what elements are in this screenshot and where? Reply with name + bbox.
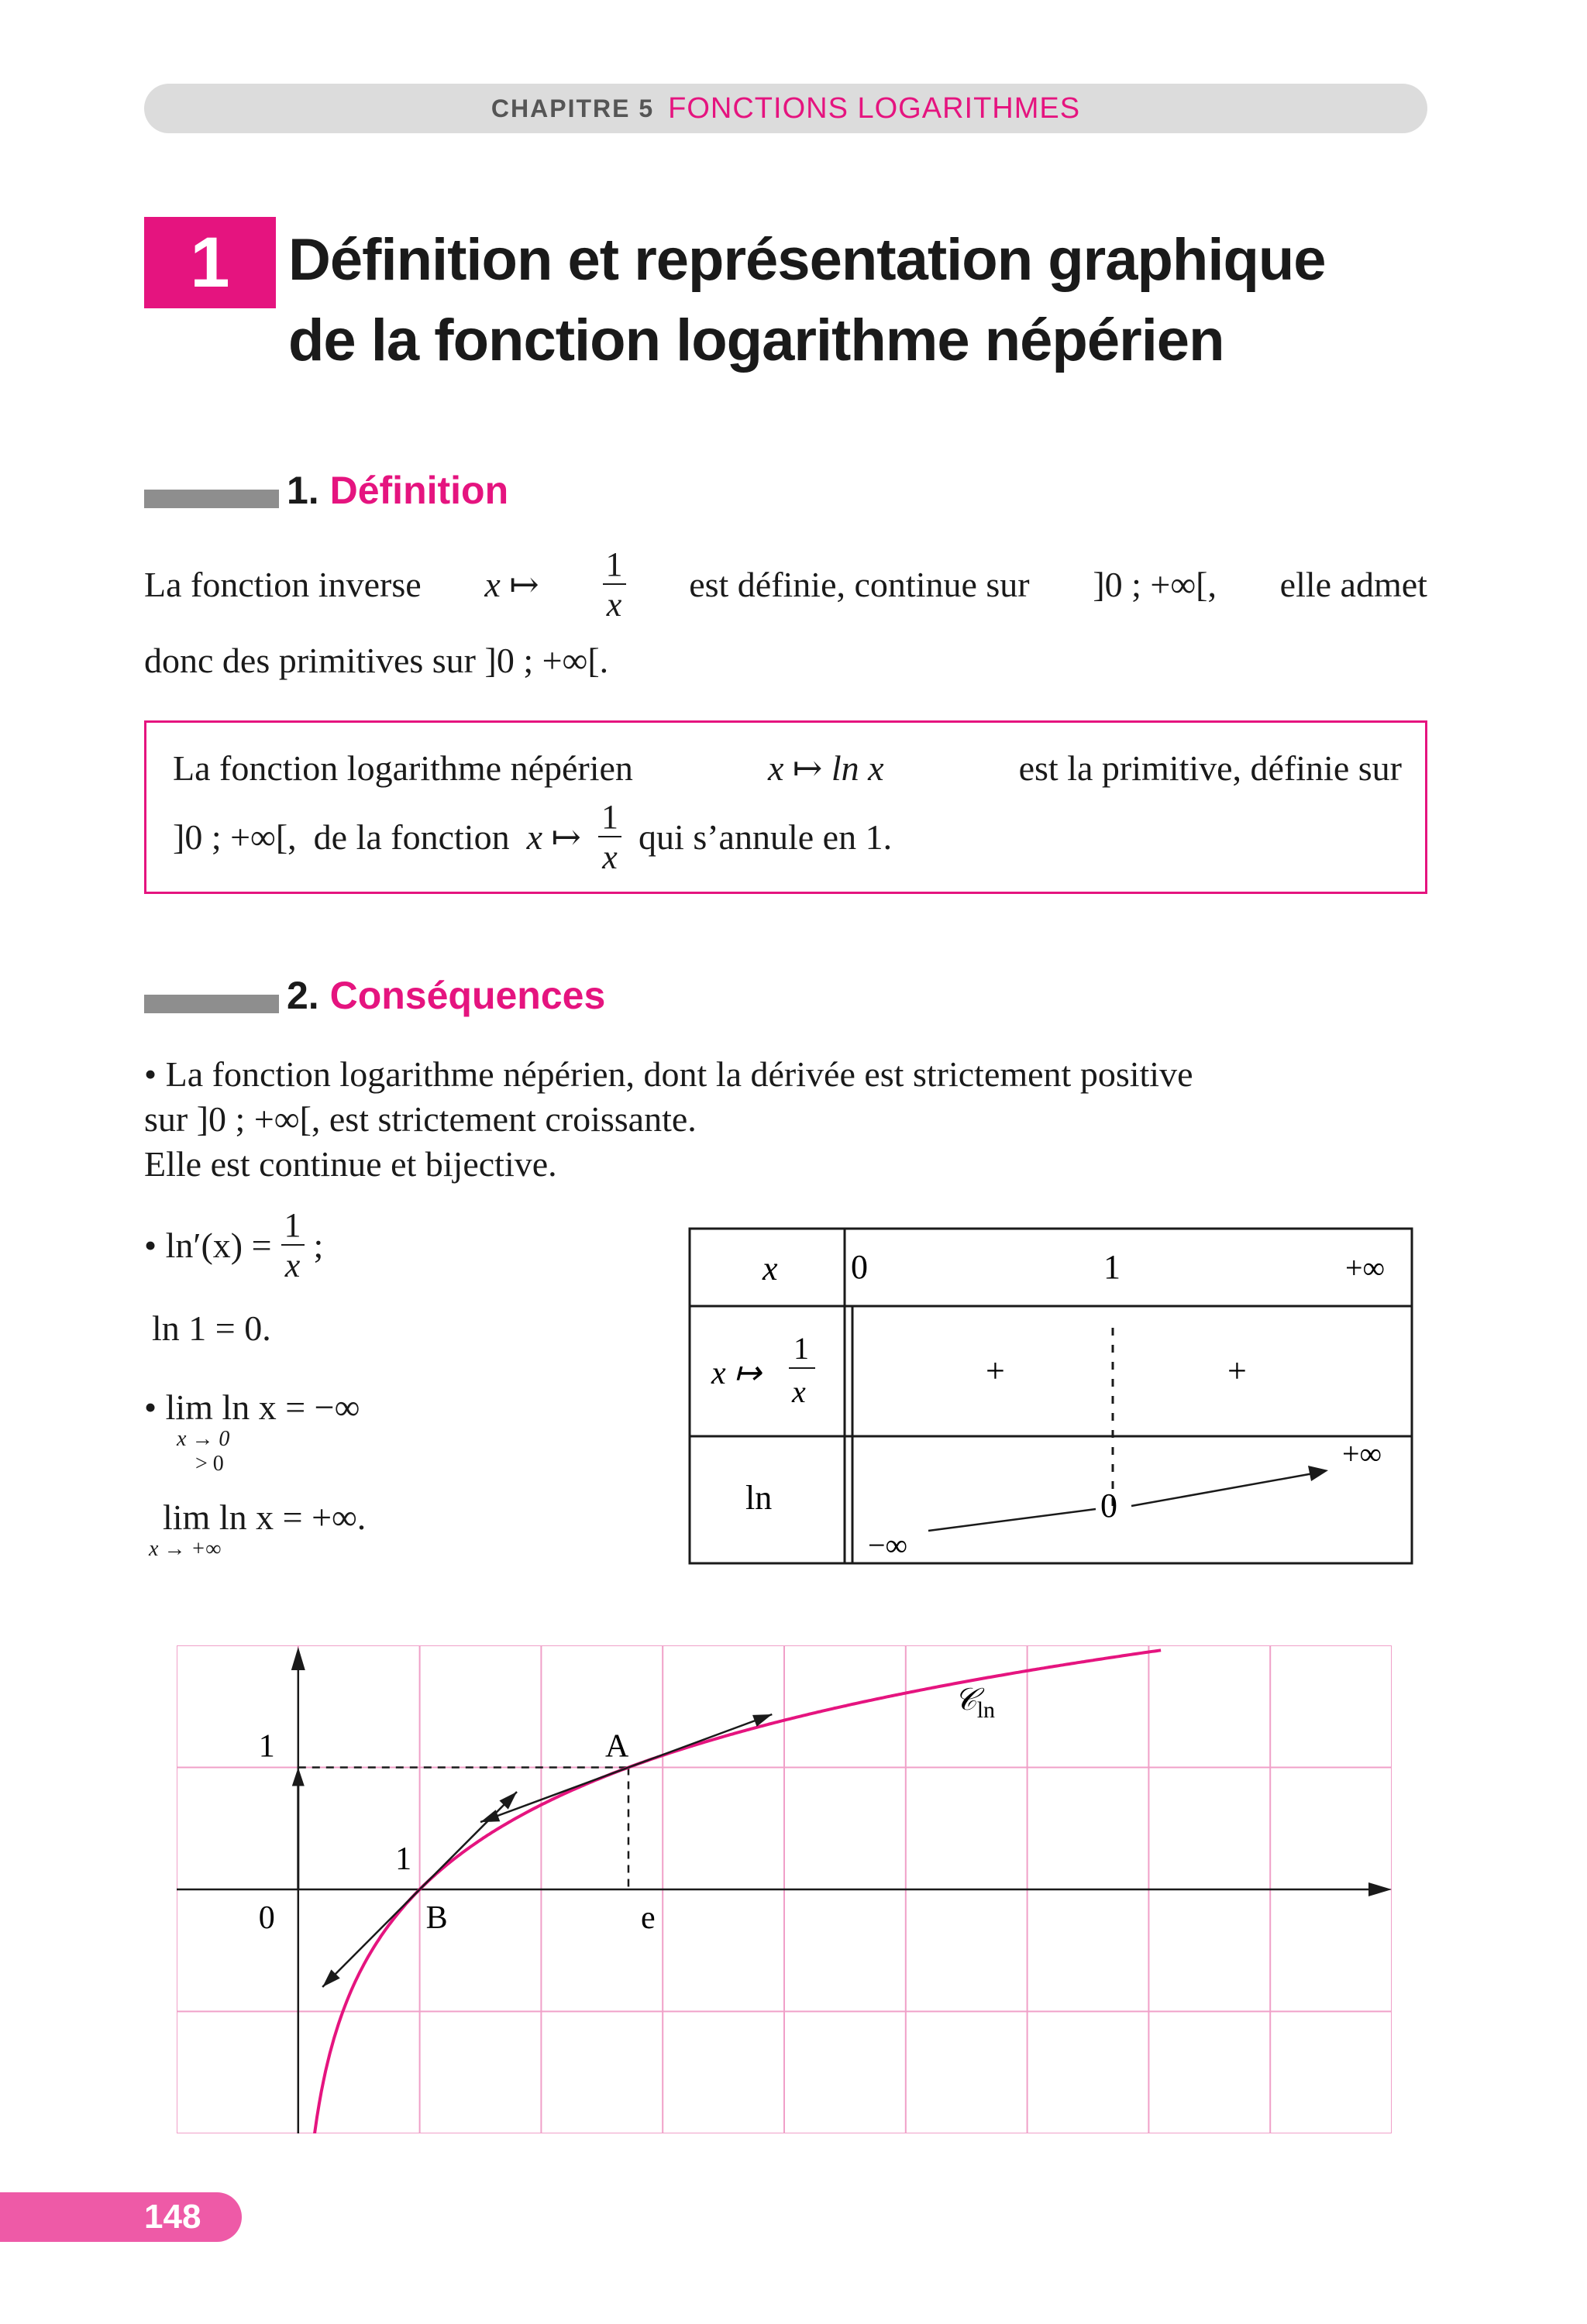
graph-tangents — [322, 1714, 772, 1987]
consequences-paragraph — [144, 1052, 1427, 1187]
para-interval: ]0 ; +∞[, — [1093, 565, 1217, 604]
def-text-2: est la primitive, définie sur — [1018, 748, 1402, 788]
frac-num: 1 — [603, 548, 626, 585]
unit-j-arrow — [292, 1768, 305, 1786]
cons-line1: • La fonction logarithme népérien, dont la dérivée est strictement positive — [144, 1054, 1193, 1094]
derivative-formula — [144, 1208, 323, 1283]
ln-curve — [308, 1650, 1161, 2133]
page-number: 148 — [0, 2192, 242, 2242]
para-text-1: La fonction inverse — [144, 565, 422, 604]
ln1-formula: ln 1 = 0. — [152, 1308, 271, 1348]
limit-zero: • lim ln x = −∞ — [144, 1387, 360, 1427]
curve-label — [955, 1682, 996, 1723]
cons-line2 — [144, 1097, 1427, 1142]
def-text-4: qui s’annule en 1. — [639, 817, 893, 857]
table-f-label: x ↦ — [711, 1356, 762, 1391]
table-ln-low: −∞ — [868, 1528, 908, 1563]
subheading-number: 2. — [287, 974, 319, 1017]
table-arrow-seg1 — [928, 1509, 1096, 1531]
subheading-number: 1. — [287, 469, 319, 512]
point-a-label: A — [604, 1728, 629, 1765]
frac-den: x — [606, 586, 622, 624]
tangent-b-down — [322, 1889, 419, 1987]
limit-zero-sub2: > 0 — [195, 1452, 224, 1476]
table-ln-high: +∞ — [1342, 1436, 1382, 1471]
cons-line2-b: est strictement croissante. — [329, 1099, 697, 1139]
def-interval: ]0 ; +∞[, — [173, 817, 297, 857]
def-map-ln: x ↦ ln x — [767, 748, 884, 788]
chapter-title: FONCTIONS LOGARITHMES — [668, 91, 1081, 125]
x-axis-arrow — [1368, 1882, 1392, 1896]
limit-infinity-sub: x → +∞ — [149, 1537, 222, 1561]
frac-den: x — [284, 1246, 301, 1284]
frac-num: 1 — [281, 1208, 305, 1246]
para-text-2: est définie, continue sur — [689, 565, 1030, 604]
tangent-a-right — [628, 1714, 772, 1767]
origin-label: 0 — [258, 1900, 275, 1936]
frac-num: 1 — [598, 800, 621, 837]
subheading-definition — [287, 468, 508, 513]
subheading-title: Définition — [329, 469, 509, 512]
subheading-title: Conséquences — [329, 974, 606, 1017]
definition-box — [144, 720, 1427, 894]
curve-label-main: 𝒞 — [954, 1682, 977, 1717]
para-text-3: elle admet — [1279, 565, 1427, 604]
table-ln-zero: 0 — [1100, 1487, 1117, 1525]
subheading-bar — [144, 995, 279, 1013]
variation-table — [688, 1227, 1413, 1565]
limit-zero-sub1: x → 0 — [177, 1427, 230, 1451]
cons-line3: Elle est continue et bijective. — [144, 1144, 557, 1184]
frac-den: x — [602, 838, 618, 876]
def-text-3: de la fonction — [313, 817, 510, 857]
table-arrow-head — [1308, 1466, 1328, 1481]
chapter-number: CHAPITRE 5 — [491, 94, 655, 122]
deriv-fraction — [281, 1208, 305, 1283]
subheading-bar — [144, 490, 279, 508]
table-x-label: x — [763, 1250, 778, 1287]
table-sign-1: + — [986, 1352, 1005, 1390]
subheading-consequences — [287, 973, 605, 1018]
table-ln-label: ln — [745, 1479, 773, 1517]
section-title — [288, 220, 1451, 381]
table-f-den: x — [792, 1374, 806, 1409]
point-b-label: B — [425, 1900, 448, 1936]
table-f-num: 1 — [794, 1331, 809, 1366]
section-title-line2: de la fonction logarithme népérien — [288, 308, 1224, 373]
def-fraction — [598, 800, 621, 875]
section-title-line1: Définition et représentation graphique — [288, 227, 1326, 293]
definition-paragraph — [144, 542, 1427, 683]
table-sign-2: + — [1227, 1352, 1247, 1390]
deriv-end: ; — [313, 1226, 324, 1265]
cons-line2-a: sur — [144, 1099, 188, 1139]
def-map: x ↦ — [526, 817, 582, 857]
curve-label-sub: ln — [976, 1697, 996, 1723]
chapter-header — [144, 84, 1427, 133]
cons-line2-interval: ]0 ; +∞[, — [196, 1099, 321, 1139]
def-text-1: La fonction logarithme népérien — [173, 748, 633, 788]
y-tick-1: 1 — [258, 1728, 275, 1765]
section-number-badge: 1 — [144, 217, 276, 308]
ln-graph — [177, 1645, 1392, 2133]
table-arrow-seg2 — [1131, 1472, 1322, 1506]
tangent-a-left — [480, 1768, 628, 1823]
table-x-0: 0 — [851, 1248, 868, 1286]
tangent-b-up — [420, 1792, 517, 1889]
table-x-1: 1 — [1103, 1248, 1121, 1286]
para-map: x ↦ — [484, 565, 539, 604]
limit-infinity: lim ln x = +∞. — [163, 1497, 367, 1537]
para-line2: donc des primitives sur — [144, 641, 476, 680]
table-x-inf: +∞ — [1345, 1250, 1386, 1285]
y-axis-arrow — [291, 1647, 305, 1670]
para-line2-interval: ]0 ; +∞[. — [484, 641, 609, 680]
para-fraction — [603, 545, 626, 624]
x-tick-1: 1 — [395, 1841, 412, 1877]
e-label: e — [640, 1900, 656, 1936]
deriv-text: • ln′(x) = — [144, 1226, 272, 1265]
